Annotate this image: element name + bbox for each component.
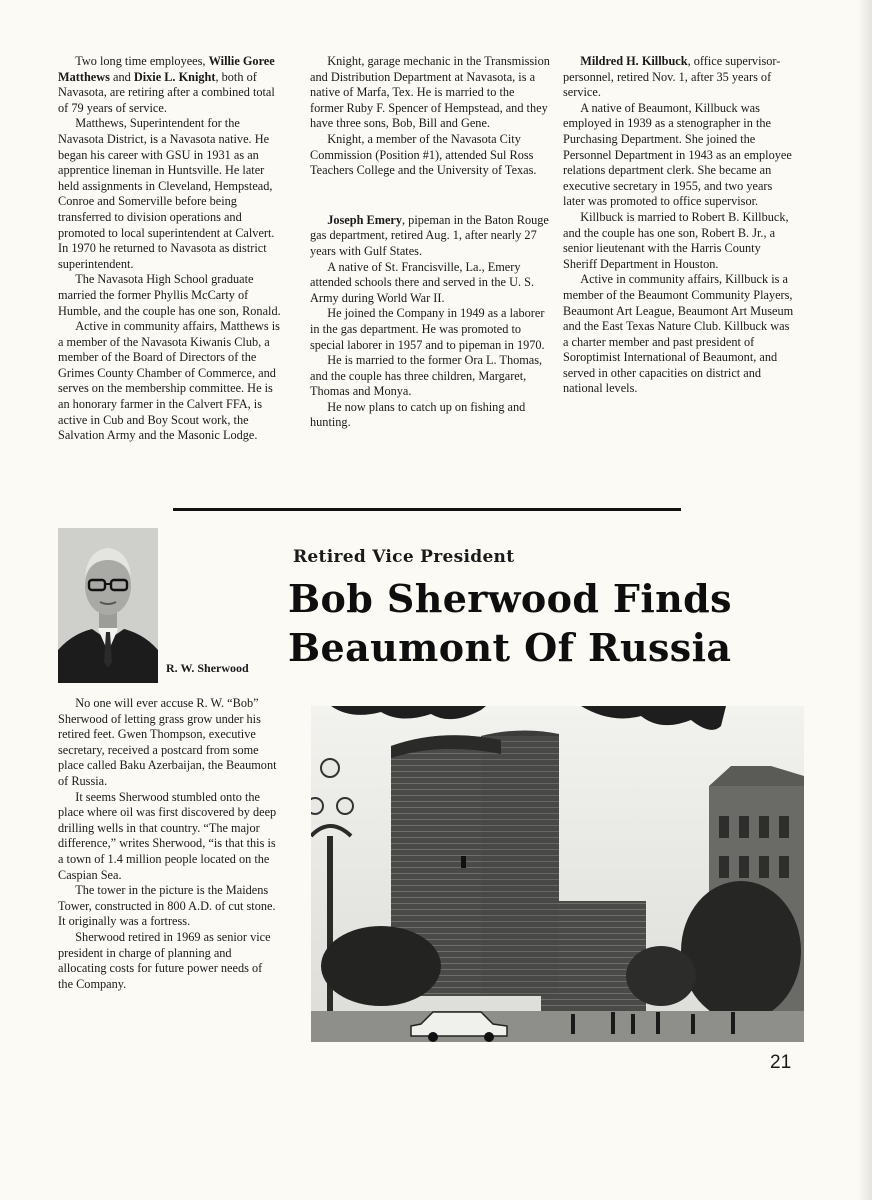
paragraph: Killbuck is married to Robert B. Killbuck, and the couple has one son, Robert B. Jr., a senior lieutenant with the Harris County Sheriff Department in Houston. (563, 209, 789, 271)
name-knight: Dixie L. Knight (133, 69, 216, 84)
article-matthews-knight-col1 (58, 54, 286, 444)
article-sherwood-body (58, 696, 280, 992)
sherwood-portrait (58, 528, 158, 683)
maidens-tower-image (311, 706, 804, 1042)
paragraph: Sherwood retired in 1969 as senior vice president in charge of planning and allocating costs for future power needs of the Company. (58, 929, 271, 991)
paragraph: It seems Sherwood stumbled onto the place where oil was first discovered by deep drilling wells in that country. “The major difference,” writes Sherwood, “is that this is a town of 1.4 million people located on the Caspian Sea. (58, 789, 277, 882)
article-kicker: Retired Vice President (293, 547, 515, 567)
paragraph: Active in community affairs, Killbuck is a member of the Beaumont Community Players, Beaumont Art League, Beaumont Art Museum and the East Texas Nature Club. Killbuck was a charter member and past president of Soroptimist International of Beaumont, and served in other capacities on district and national levels. (563, 272, 794, 396)
paragraph: Mildred H. Killbuck, office supervisor-personnel, retired Nov. 1, after 35 years of service. (563, 54, 781, 100)
paragraph: Matthews, Superintendent for the Navasota District, is a Navasota native. He began his career with GSU in 1931 as an apprentice lineman in Huntsville. He later held assignments in Cleveland, Hempstead, Conroe and Somerville before being transferred to division operations and promoted to local superintendent at Calvert. In 1970 he returned to Navasota as district superintendent. (58, 116, 275, 271)
paragraph: He joined the Company in 1949 as a laborer in the gas department. He was promoted to special laborer in 1957 and to pipeman in 1970. (310, 306, 545, 352)
paragraph: Knight, a member of the Navasota City Commission (Position #1), attended Sul Ross Teachers College and the University of Texas. (310, 131, 537, 178)
name-emery: Joseph Emery (327, 212, 403, 227)
name-killbuck: Mildred H. Killbuck (580, 54, 688, 68)
paragraph: He now plans to catch up on fishing and hunting. (310, 399, 526, 430)
portrait-icon (58, 528, 158, 683)
headline-line-2: Beaumont Of Russia (288, 625, 732, 670)
article-knight-emery-col2 (310, 54, 550, 431)
section-divider (173, 508, 681, 511)
name-matthews: Willie Goree Matthews (58, 54, 275, 84)
paragraph: Knight, garage mechanic in the Transmission and Distribution Department at Navasota, is a native of Marfa, Tex. He is married to the former Ruby F. Spencer of Hempstead, and they have three sons, Bob, Bill and Gene. (310, 54, 550, 131)
page-edge (858, 0, 872, 1200)
headline-line-1: Bob Sherwood Finds (288, 576, 732, 621)
paragraph: A native of Beaumont, Killbuck was employed in 1939 as a stenographer in the Purchasing Department. She joined the Personnel Department in 1943 as an employee relations department clerk. She became an executive secretary in 1955, and two years later was promoted to office supervisor. (563, 100, 792, 209)
maidens-tower-photo (311, 706, 804, 1042)
paragraph: The tower in the picture is the Maidens Tower, constructed in 800 A.D. of cut stone. It originally was a fortress. (58, 883, 276, 929)
paragraph: Active in community affairs, Matthews is a member of the Navasota Kiwanis Club, a member of the Board of Directors of the Grimes County Chamber of Commerce, and serves on the membership committee. He is an honorary farmer in the Calvert FFA, is active in Cub and Boy Scout work, the Salvation Army and the Masonic Lodge. (58, 319, 280, 443)
paragraph: No one will ever accuse R. W. “Bob” Sherwood of letting grass grow under his retired feet. Gwen Thompson, executive secretary, received a postcard from some place called Baku Azerbaijan, the Beaumont of Russia. (58, 696, 277, 788)
paragraph: The Navasota High School graduate married the former Phyllis McCarty of Humble, and the couple has one son, Ronald. (58, 272, 281, 318)
paragraph: He is married to the former Ora L. Thomas, and the couple has three children, Margaret, Thomas and Monya. (310, 353, 543, 399)
paragraph: Two long time employees, Willie Goree Matthews and Dixie L. Knight, both of Navasota, are retiring after a combined total of 79 years of service. (58, 54, 275, 115)
paragraph: A native of St. Francisville, La., Emery attended schools there and served in the U. S. Army during World War II. (310, 259, 535, 305)
article-headline (288, 574, 848, 672)
paragraph: Joseph Emery, pipeman in the Baton Rouge gas department, retired Aug. 1, after nearly 27 years with Gulf States. (310, 212, 549, 258)
portrait-caption: R. W. Sherwood (166, 661, 249, 675)
page-number: 21 (770, 1052, 792, 1073)
article-killbuck-col3 (563, 54, 795, 397)
